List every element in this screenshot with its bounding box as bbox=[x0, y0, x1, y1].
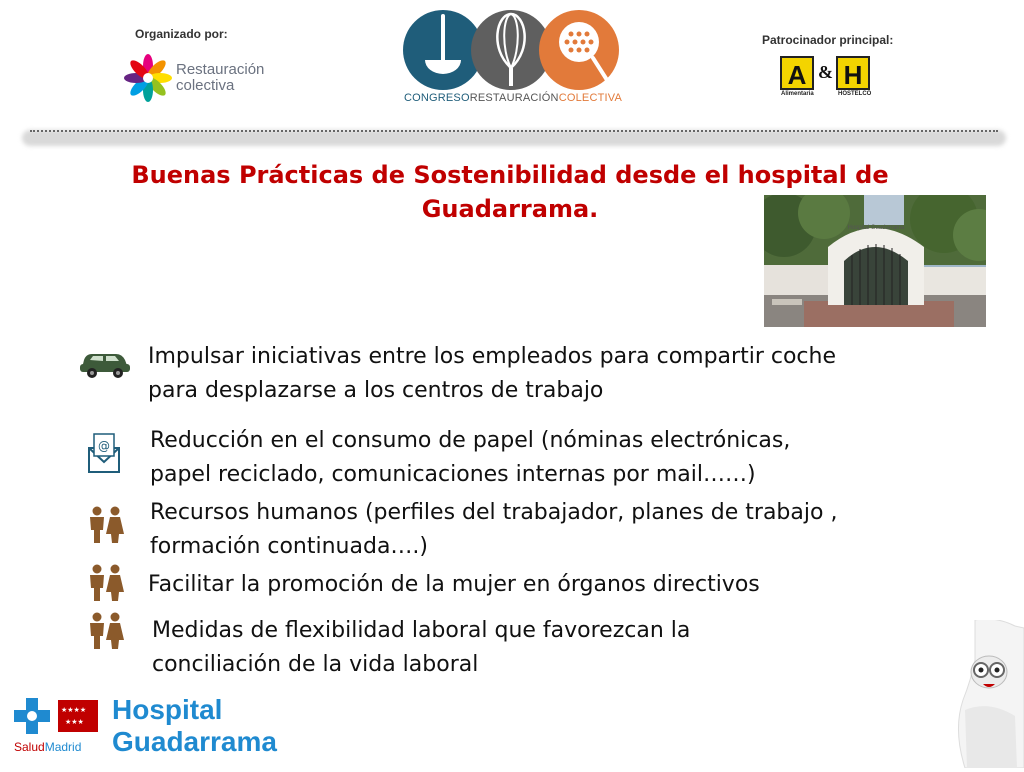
congreso-logo-text: CONGRESORESTAURACIÓNCOLECTIVA bbox=[403, 92, 623, 104]
list-item-line: papel reciclado, comunicaciones internas por mail……) bbox=[150, 462, 756, 487]
list-item-line: Impulsar iniciativas entre los empleados para compartir coche bbox=[148, 344, 836, 369]
people-icon bbox=[86, 612, 126, 654]
title-line-1: Buenas Prácticas de Sostenibilidad desde el hospital de bbox=[131, 161, 889, 189]
restauracion-colectiva-logo bbox=[122, 52, 265, 104]
ampersand: & bbox=[818, 62, 833, 82]
restauracion-logo-line1: Restauración bbox=[176, 61, 265, 78]
svg-text:★★★: ★★★ bbox=[65, 718, 84, 726]
list-item-line: para desplazarse a los centros de trabajo bbox=[148, 378, 604, 403]
photo-sign-text: Hospital Guadarrama bbox=[847, 225, 905, 231]
list-item bbox=[150, 496, 837, 564]
salud-madrid-logo bbox=[12, 696, 112, 760]
car-icon bbox=[78, 346, 132, 384]
hospital-name bbox=[112, 694, 277, 758]
flower-mark-icon bbox=[122, 52, 174, 104]
list-item bbox=[150, 424, 790, 492]
list-item-line: Facilitar la promoción de la mujer en órganos directivos bbox=[148, 572, 760, 597]
people-icon bbox=[86, 564, 126, 606]
congreso-logo bbox=[393, 8, 633, 106]
hospital-name-line2: Guadarrama bbox=[112, 726, 277, 757]
list-item bbox=[148, 568, 760, 602]
sponsor-label: Patrocinador principal: bbox=[762, 33, 894, 47]
restauracion-logo-line2: colectiva bbox=[176, 77, 235, 94]
list-item-line: Medidas de flexibilidad laboral que favorezcan la bbox=[152, 618, 691, 643]
svg-text:★★★★: ★★★★ bbox=[61, 706, 87, 714]
title-line-2: Guadarrama. bbox=[421, 195, 599, 223]
list-item-line: conciliación de la vida laboral bbox=[152, 652, 479, 677]
salud-madrid-text: SaludMadrid bbox=[14, 740, 82, 754]
list-item bbox=[152, 614, 690, 682]
svg-text:@: @ bbox=[98, 439, 110, 453]
hospital-name-line1: Hospital bbox=[112, 694, 223, 725]
header-divider bbox=[22, 120, 1006, 150]
alimentaria-letter: A bbox=[780, 56, 814, 90]
hostelco-caption: HOSTELCO bbox=[838, 91, 872, 97]
email-icon bbox=[86, 432, 122, 480]
people-icon bbox=[86, 506, 126, 548]
organizer-label: Organizado por: bbox=[135, 27, 228, 41]
alimentaria-caption: Alimentaria bbox=[781, 91, 814, 97]
hospital-entrance-photo bbox=[764, 195, 986, 327]
alimentaria-hostelco-logo bbox=[780, 56, 880, 98]
chef-illustration bbox=[945, 620, 1024, 768]
list-item-line: formación continuada….) bbox=[150, 534, 429, 559]
list-item bbox=[148, 340, 836, 408]
hostelco-letter: H bbox=[836, 56, 870, 90]
list-item-line: Recursos humanos (perfiles del trabajador, planes de trabajo , bbox=[150, 500, 838, 525]
list-item-line: Reducción en el consumo de papel (nóminas electrónicas, bbox=[150, 428, 791, 453]
